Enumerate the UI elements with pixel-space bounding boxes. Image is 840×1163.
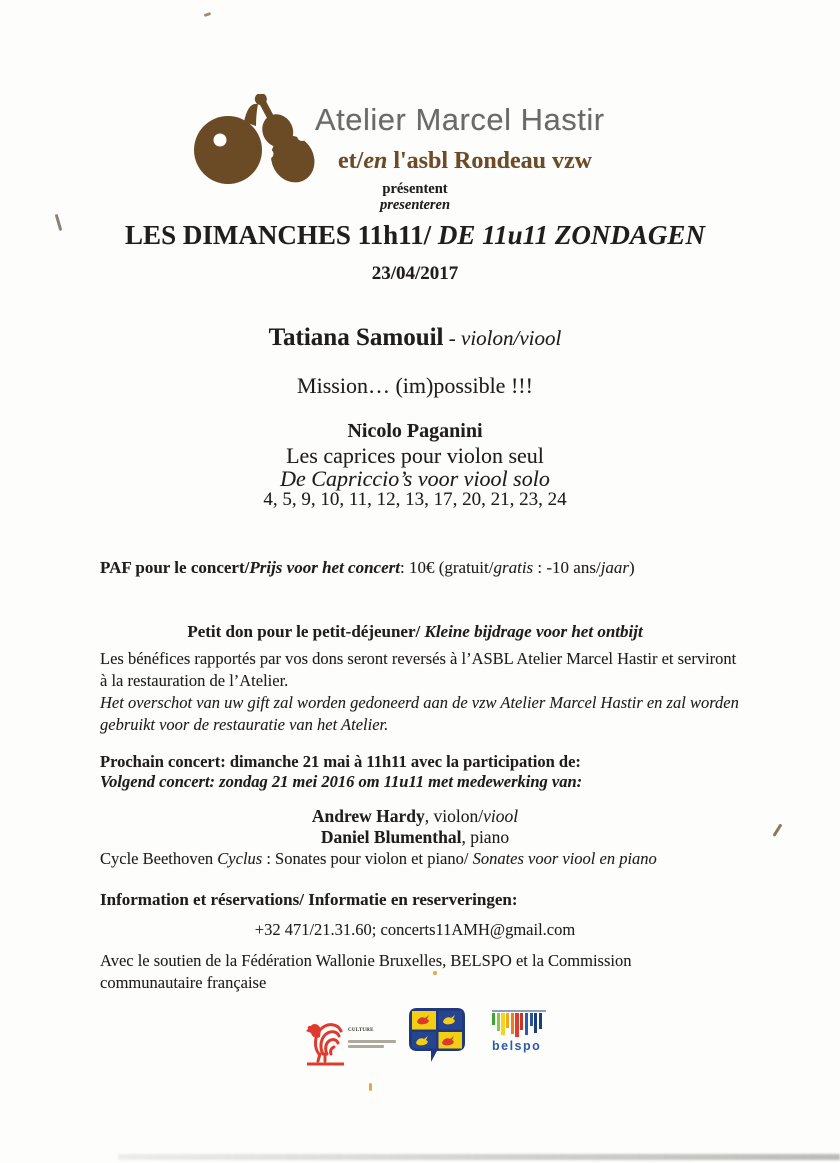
belspo-color-bars: [492, 1010, 546, 1037]
next-concert-announcement-nl: Volgend concert: zondag 21 mei 2016 om 11u11 met medewerking van:: [100, 772, 583, 791]
price-free-fr: (gratuit/: [438, 558, 494, 577]
scan-speck: [433, 971, 437, 975]
series-title-fr: LES DIMANCHES 11h11/: [125, 220, 432, 250]
copresenter-line: [338, 148, 592, 175]
contact-line: +32 471/21.31.60; concerts11AMH@gmail.com: [254, 920, 576, 939]
program-title: Mission… (im)possible !!!: [297, 373, 533, 398]
price-close: ): [629, 558, 635, 577]
federation-wallonie-bruxelles-rooster-logo: [306, 1016, 346, 1066]
org-name: Atelier Marcel Hastir: [315, 102, 605, 137]
next-concert-artist-1: [10, 806, 820, 827]
artist-1-name: Andrew Hardy: [311, 806, 425, 826]
palette-violin-logo: [184, 94, 334, 188]
work-title-fr: Les caprices pour violon seul: [286, 443, 544, 468]
donation-body-fr: Les bénéfices rapportés par vos dons seront reversés à l’ASBL Atelier Marcel Hastir et serviront à la restauration de l’Atelier.: [100, 649, 737, 690]
scan-speck: [204, 12, 212, 17]
artist-2-role: , piano: [461, 827, 510, 847]
donation-heading-fr: Petit don pour le petit-déjeuner/: [187, 622, 425, 641]
fwb-caption-text: CULTURE: [348, 1027, 374, 1033]
donation-heading-nl: Kleine bijdrage voor het ontbijt: [424, 622, 643, 641]
copresenter-nl: en: [363, 148, 388, 174]
performer-separator: -: [443, 326, 461, 350]
series-title-nl: DE 11u11 ZONDAGEN: [431, 220, 705, 250]
donation-heading: [10, 622, 820, 642]
info-heading: Information et réservations/ Informatie en reserveringen:: [100, 890, 518, 909]
fwb-caption-smallprint-line: [348, 1045, 384, 1048]
next-concert-announcement-fr: Prochain concert: dimanche 21 mai à 11h11 avec la participation de:: [100, 752, 581, 771]
performer-line: [10, 324, 820, 352]
artist-2-name: Daniel Blumenthal: [320, 827, 462, 847]
artist-1-role-nl: viool: [483, 806, 519, 826]
performer-instrument: violon/viool: [461, 326, 562, 350]
price-free-nl: gratis: [493, 558, 534, 577]
performer-name: Tatiana Samouil: [268, 324, 444, 351]
donation-body-nl: Het overschot van uw gift zal worden gedoneerd aan de vzw Atelier Marcel Hastir en zal worden gebruikt voor de restauratie van het Atelier.: [100, 693, 739, 734]
cocof-shield-logo: [407, 1006, 467, 1064]
beethoven-cycle-line: [100, 849, 657, 869]
next-concert-artist-2: [10, 827, 820, 848]
price-age-nl: jaar: [600, 558, 630, 577]
belspo-wordmark: belspo: [492, 1039, 542, 1053]
price-label-nl: Prijs voor het concert: [249, 558, 400, 577]
composer-name: Nicolo Paganini: [347, 420, 483, 442]
cycle-latin: Cyclus: [217, 849, 263, 868]
fwb-caption-smallprint-line: [348, 1040, 396, 1043]
cycle-nl: Sonates voor viool en piano: [472, 849, 657, 868]
copresenter-rest: l'asbl Rondeau vzw: [387, 148, 593, 174]
presentent-label: présentent: [382, 181, 448, 197]
artist-1-role-fr: , violon/: [424, 806, 484, 826]
scan-speck: [369, 1083, 372, 1091]
belspo-logo: [492, 1010, 546, 1053]
copresenter-fr: et/: [338, 148, 364, 174]
work-title-nl: De Capriccio’s voor viool solo: [280, 466, 550, 491]
price-line: [100, 558, 760, 578]
event-series-title: [10, 220, 820, 251]
price-age-fr: : -10 ans/: [533, 558, 601, 577]
cycle-fr2: : Sonates pour violon et piano/: [262, 849, 473, 868]
event-date: 23/04/2017: [371, 263, 459, 284]
caprice-numbers: 4, 5, 9, 10, 11, 12, 13, 17, 20, 21, 23, 24: [263, 489, 567, 510]
price-value: 10€: [408, 558, 439, 577]
scan-edge-shadow: [118, 1154, 840, 1160]
presenteren-label: presenteren: [379, 197, 451, 213]
support-acknowledgement: Avec le soutien de la Fédération Wallonie Bruxelles, BELSPO et la Commission communautaire française: [100, 951, 632, 992]
cycle-fr1: Cycle Beethoven: [100, 849, 218, 868]
price-label-fr: PAF pour le concert/: [100, 558, 250, 577]
price-colon: :: [399, 558, 409, 577]
